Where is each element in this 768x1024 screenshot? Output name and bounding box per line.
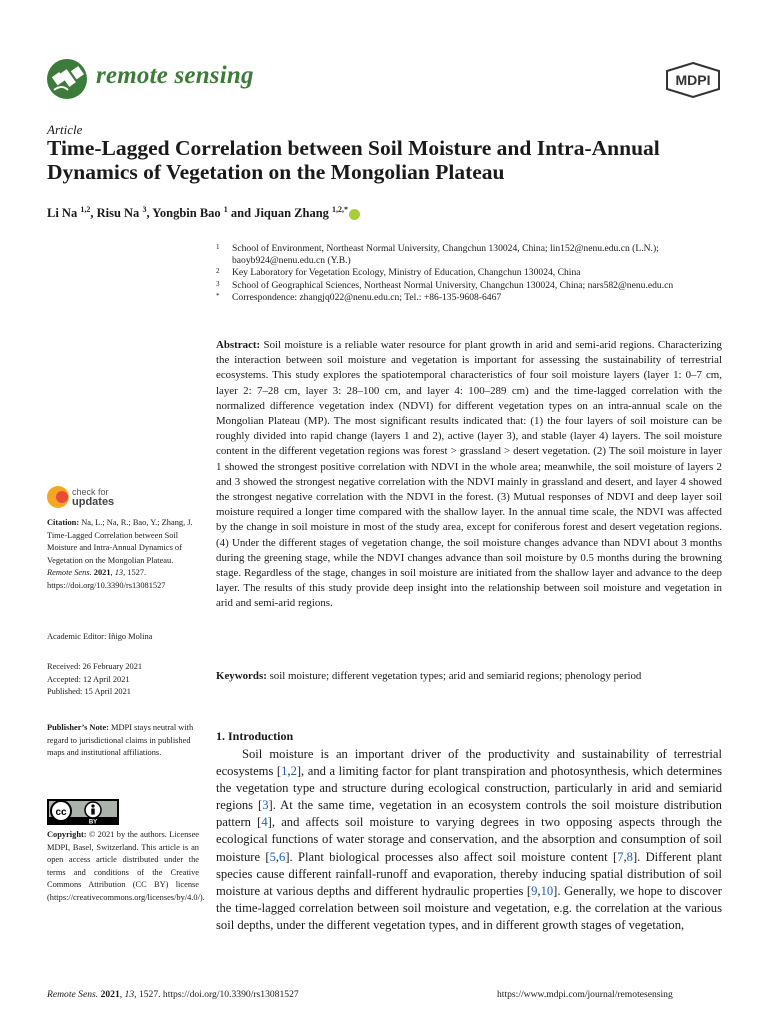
reference-link[interactable]: 7: [617, 849, 624, 864]
accepted-date: Accepted: 12 April 2021: [47, 674, 130, 684]
journal-logo-icon: [46, 58, 88, 100]
reference-link[interactable]: 10: [540, 883, 554, 898]
reference-link[interactable]: 5: [269, 849, 276, 864]
paper-title: Time-Lagged Correlation between Soil Moisture and Intra-Annual Dynamics of Vegetation on the Mongolian Plateau: [47, 136, 660, 184]
affiliation-number: *: [216, 291, 220, 300]
copyright-text: © 2021 by the authors. Licensee MDPI, Basel, Switzerland. This article is an open access article distributed under the terms and conditions of the Creative Commons Attribution (CC BY) license (https://creativecommons.org/licenses/by/4.0/).: [47, 830, 205, 902]
updates-line1: check for: [72, 487, 109, 497]
affiliation-number: 1: [216, 243, 220, 251]
journal-name: remote sensing: [96, 62, 254, 89]
citation-volume: 13: [114, 568, 124, 578]
reference-link[interactable]: 1: [281, 764, 288, 779]
check-for-updates-badge[interactable]: [47, 486, 157, 510]
author-affiliation-marker: 1,2: [80, 205, 91, 214]
author-name[interactable]: Li Na $^{1,2}$: [47, 205, 91, 221]
publisher-note-label: Publisher’s Note:: [47, 723, 109, 732]
svg-text:cc: cc: [55, 807, 67, 818]
author-affiliation-marker: 1,2,*: [332, 205, 349, 214]
affiliation-number: 3: [216, 279, 220, 288]
reference-link[interactable]: 2: [290, 764, 297, 779]
author-name[interactable]: Yongbin Bao $^1$: [152, 205, 228, 221]
reference-link[interactable]: 9: [531, 883, 538, 898]
affiliation-item: [216, 280, 736, 292]
keywords-text: soil moisture; different vegetation types; arid and semiarid regions; phenology period: [269, 670, 642, 682]
affiliation-item: [216, 243, 736, 267]
author-name[interactable]: Jiquan Zhang $^{1,2,*}$: [254, 205, 349, 221]
affiliation-text: School of Environment, Northeast Normal University, Changchun 130024, China; lin152@nenu.edu.cn (L.N.); baoyb924@nenu.edu.cn (Y.B.): [232, 243, 659, 267]
abstract-label: Abstract:: [216, 339, 261, 351]
author-affiliation-marker: 1: [223, 205, 228, 214]
check-for-updates-icon-inner: [56, 491, 68, 503]
footer-year: 2021: [100, 989, 120, 1000]
received-date: Received: 26 February 2021: [47, 662, 143, 671]
affiliation-number: 2: [216, 267, 220, 276]
section-heading-introduction: 1. Introduction: [216, 729, 294, 743]
affiliation-item: [216, 292, 736, 304]
footer-volume: 13: [124, 989, 135, 1000]
citation-block: Citation: Na, L.; Na, R.; Bao, Y.; Zhang, J. Time-Lagged Correlation between Soil Moisture and Intra-Annual Dynamics of Vegetation on the Mongolian Plateau. Remote Sens. 2021, 13, 1527. https://doi.org/10.3390/rs13081527: [47, 518, 193, 590]
copyright-notice: [47, 829, 205, 905]
cc-by-license-badge[interactable]: [47, 799, 119, 825]
footer-citation: Remote Sens. 2021, 13, 1527. https://doi.org/10.3390/rs13081527: [47, 989, 299, 1000]
publisher-note: [47, 722, 199, 760]
orcid-icon[interactable]: [349, 209, 360, 220]
affiliation-text: Correspondence: zhangjq022@nenu.edu.cn; Tel.: +86-135-9608-6467: [232, 291, 502, 303]
author-list: Li Na $^{1,2}$, Risu Na $^3$, Yongbin Bao $^1$ and Jiquan Zhang $^{1,2,*}$: [47, 205, 360, 221]
keywords-label: Keywords:: [216, 670, 267, 682]
article-dates: [47, 661, 199, 699]
abstract: [216, 338, 722, 612]
article-type: Article: [47, 122, 83, 137]
reference-link[interactable]: 6: [279, 849, 286, 864]
affiliation-item: [216, 267, 736, 279]
updates-line2: updates: [72, 496, 115, 508]
copyright-label: Copyright:: [47, 830, 87, 839]
author-name[interactable]: Risu Na $^3$: [96, 205, 147, 221]
author-affiliation-marker: 3: [142, 205, 147, 214]
citation-year: 2021: [93, 568, 111, 578]
introduction-paragraph: Soil moisture is an important driver of the productivity and sustainability of terrestrial ecosystems [1,2], and a limiting factor for plant transpiration and photosynthesis, which determines the vegetation type and structure during ecological construction, particularly in arid and semiarid regions [3]. At the same time, vegetation in an ecosystem controls the soil moisture distribution pattern [4], and affects soil moisture to varying degrees in two opposing aspects through the ecological functions of water storage and conservation, and the absorption and consumption of soil moisture [5,6]. Plant biological processes also affect soil moisture content [7,8]. Different plant species cause different rainfall-runoff and evaporation, thereby inducing spatial distribution of soil moisture at various depths and different hydraulic properties [9,10]. Generally, we hope to discover the time-lagged correlation between soil moisture and vegetation, e.g. the correlation at the various soil depths, under the different vegetation types, and in different growth stages of vegetation,: [216, 747, 722, 932]
reference-link[interactable]: 4: [261, 815, 268, 830]
citation-journal: Remote Sens.: [47, 568, 92, 578]
footer-journal: Remote Sens.: [47, 989, 99, 1000]
mdpi-logo-icon: [664, 62, 722, 98]
abstract-text: Soil moisture is a reliable water resource for plant growth in arid and semi-arid regions. Characterizing the interaction between soil moisture and vegetation is important for assessing the sustainability of terrestrial ecosystems. This study explores the spatiotemporal characteristics of four soil moisture layers (layer 1: 0–7 cm, layer 2: 7–28 cm, layer 3: 28–100 cm, and layer 4: 100–289 cm) and the time-lagged correlation with the normalized difference vegetation index (NDVI) for different vegetation types on an intra-annual scale on the Mongolian Plateau (MP). The most significant results indicated that: (1) the four layers of soil moisture can be roughly divided into rapid change (layers 1 and 2), active (layer 3), and stable (layer 4) layers. The soil moisture content in the different vegetation regions was forest > grassland > desert vegetation. (2) The soil moisture in layer 1 showed the strongest positive correlation with NDVI in the whole area; meanwhile, the soil moisture of layers 2 and 3 showed the strongest negative correlation with the NDVI mainly in grassland and desert, and layer 4 showed the strongest negative correlation with the NDVI in the forest. (3) Mutual responses of NDVI and deep layer soil moisture required a longer time compared with the shallow layer. In the annual time scale, the NDVI was affected by the change in soil moisture in most of the study area, except for coniferous forest and desert vegetation regions. (4) Under the different stages of vegetation change, the soil moisture changes advance than NDVI about 3 months during the greening stage, while the NDVI changes advance than soil moisture by 0.5 months during the browning stage. Regardless of the stage, changes in soil moisture are initiated from the shallow layer and advance to the deep layer. The results of this study provide deep insight into the relationship between soil moisture and vegetation in arid and semi-arid regions.: [216, 339, 722, 610]
academic-editor: Academic Editor: Iñigo Molina: [47, 632, 153, 641]
affiliation-text: School of Geographical Sciences, Northeast Normal University, Changchun 130024, China; nars582@nenu.edu.cn: [232, 279, 674, 291]
footer-journal-url[interactable]: https://www.mdpi.com/journal/remotesensing: [497, 989, 673, 1000]
reference-link[interactable]: 8: [626, 849, 633, 864]
reference-link[interactable]: 3: [262, 798, 269, 813]
keywords: [216, 669, 722, 684]
citation-label: Citation:: [47, 518, 80, 527]
publisher-note-text: MDPI stays neutral with regard to jurisdictional claims in published maps and institutional affiliations.: [47, 723, 194, 758]
citation-text: Na, L.; Na, R.; Bao, Y.; Zhang, J. Time-Lagged Correlation between Soil Moisture and Intra-Annual Dynamics of Vegetation on the Mongolian Plateau.: [47, 518, 193, 565]
affiliation-text: Key Laboratory for Vegetation Ecology, Ministry of Education, Changchun 130024, China: [232, 267, 581, 279]
footer-doi-link[interactable]: , 1527. https://doi.org/10.3390/rs13081527: [134, 989, 299, 1000]
published-date: Published: 15 April 2021: [47, 687, 131, 697]
affiliations: [216, 243, 736, 304]
svg-text:MDPI: MDPI: [675, 72, 711, 88]
svg-text:BY: BY: [88, 819, 98, 825]
citation-doi-link[interactable]: , 1527. https://doi.org/10.3390/rs13081527: [47, 568, 166, 590]
